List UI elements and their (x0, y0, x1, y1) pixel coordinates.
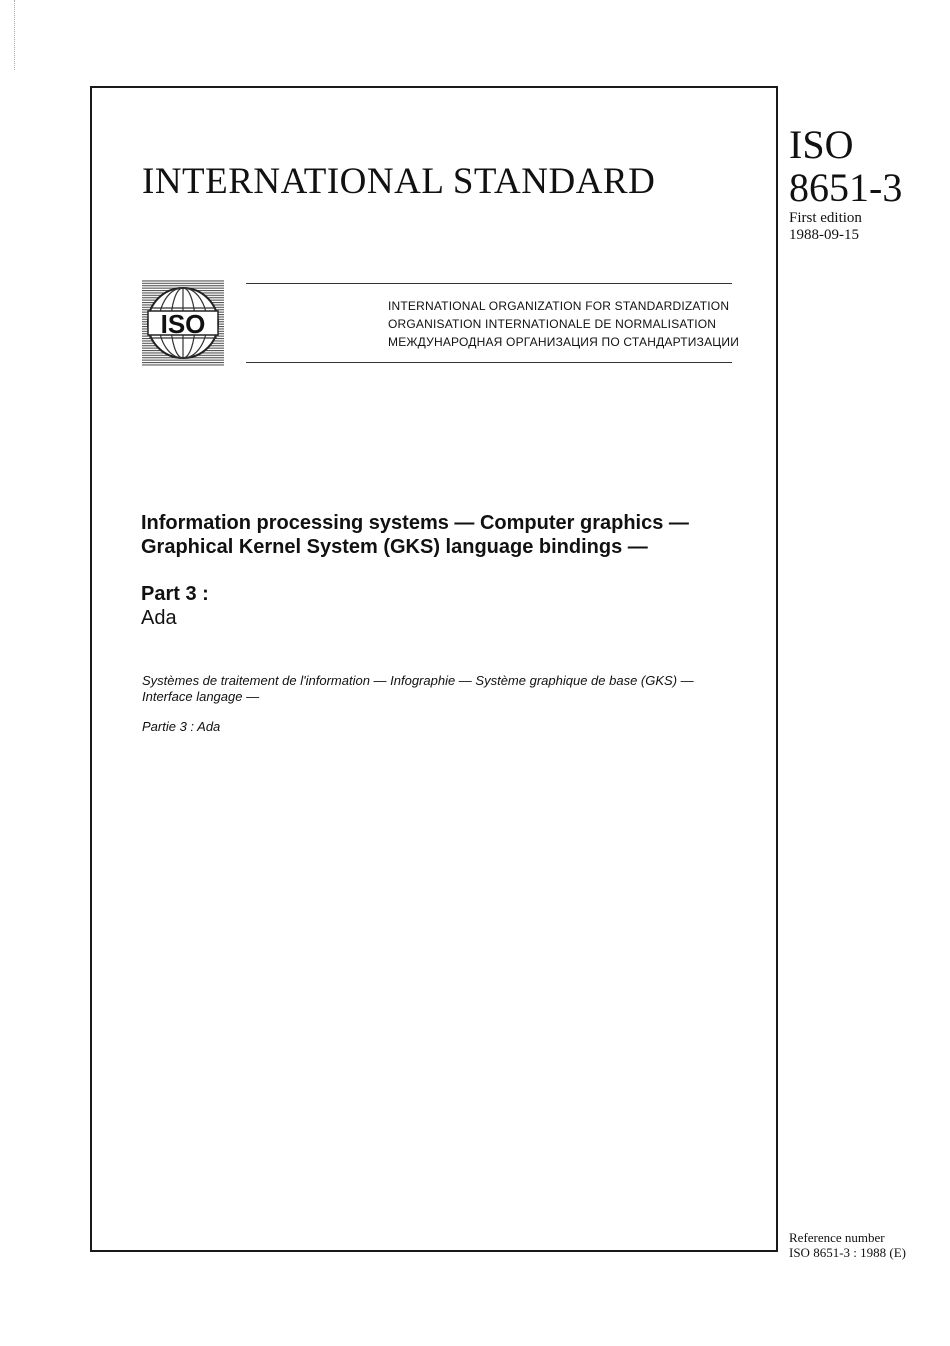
divider-top (246, 283, 732, 284)
divider-bottom (246, 362, 732, 363)
logo-text: ISO (160, 309, 206, 339)
org-name-ru: МЕЖДУНАРОДНАЯ ОРГАНИЗАЦИЯ ПО СТАНДАРТИЗАЦИИ (388, 335, 740, 349)
standard-number: 8651-3 (789, 165, 903, 210)
edition-date: 1988-09-15 (789, 227, 859, 243)
main-title: INTERNATIONAL STANDARD (142, 161, 656, 202)
french-title-line-1: Systèmes de traitement de l'information — Infographie — Système graphique de base (GKS) — (142, 673, 694, 688)
part-name: Ada (141, 607, 177, 629)
iso-label: ISO (789, 122, 854, 167)
document-title (141, 511, 689, 559)
french-part: Partie 3 : Ada (142, 719, 221, 734)
org-name-en: INTERNATIONAL ORGANIZATION FOR STANDARDIZATION (388, 299, 730, 313)
org-name-fr: ORGANISATION INTERNATIONALE DE NORMALISATION (388, 317, 717, 331)
title-line-1: Information processing systems — Computer graphics — (141, 512, 689, 534)
edition: First edition (789, 210, 862, 226)
reference-number: ISO 8651-3 : 1988 (E) (789, 1245, 906, 1260)
title-line-2: Graphical Kernel System (GKS) language bindings — (141, 536, 648, 558)
part-label: Part 3 : (141, 583, 209, 605)
french-title-line-2: Interface langage — (142, 689, 260, 704)
reference-label: Reference number (789, 1230, 885, 1245)
scan-margin-mark (14, 0, 16, 70)
iso-logo (140, 278, 226, 368)
page-frame (90, 86, 778, 1252)
